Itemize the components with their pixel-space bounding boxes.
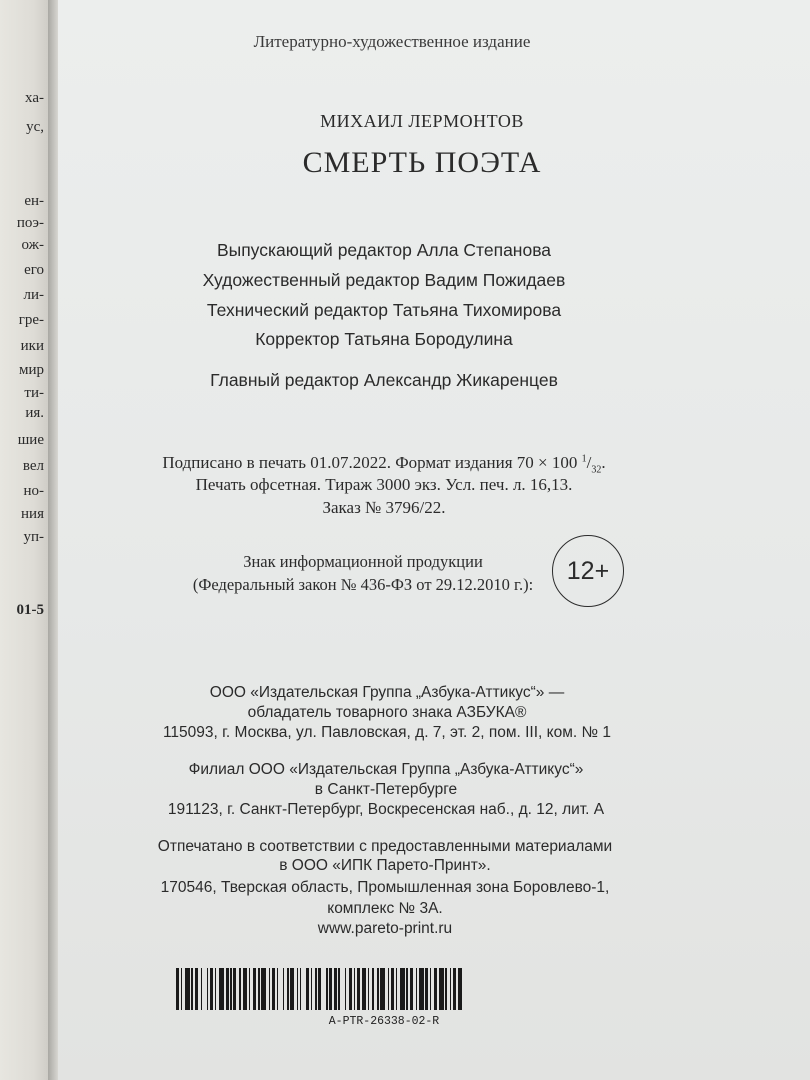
facing-page — [0, 0, 48, 1080]
imprint-page — [58, 0, 810, 1080]
publisher-line: обладатель товарного знака АЗБУКА® — [247, 704, 527, 721]
facing-text-fragment: ен- — [24, 193, 44, 209]
credit-line: Корректор Татьяна Бородулина — [255, 329, 513, 349]
credit-line: Главный редактор Александр Жикаренцев — [210, 370, 558, 390]
facing-text-fragment: уп- — [23, 529, 44, 545]
format-fraction-denominator: 32 — [591, 464, 602, 476]
author-name: МИХАИЛ ЛЕРМОНТОВ — [320, 111, 524, 131]
facing-text-fragment: его — [24, 262, 44, 278]
facing-text-fragment: ус, — [26, 119, 44, 135]
publisher-address: 115093, г. Москва, ул. Павловская, д. 7, эт. 2, пом. III, ком. № 1 — [162, 724, 612, 741]
printer-website: www.pareto-print.ru — [317, 920, 453, 937]
printer-line: Отпечатано в соответствии с предоставленными материалами — [157, 838, 613, 855]
printer-line: в ООО «ИПК Парето-Принт». — [279, 857, 491, 874]
info-sign-label: Знак информационной продукции — [243, 552, 483, 571]
credit-line: Художественный редактор Вадим Пожидаев — [202, 270, 566, 290]
facing-text-fragment: ти- — [24, 385, 44, 401]
facing-text-fragment: поэ- — [16, 215, 44, 231]
facing-text-fragment: мир — [18, 362, 44, 378]
format-fraction-numerator: 1 — [581, 453, 587, 465]
facing-text-fragment: вел — [22, 458, 44, 474]
order-number: Заказ № 3796/22. — [322, 498, 446, 517]
book-title: СМЕРТЬ ПОЭТА — [302, 146, 542, 179]
branch-address: 191123, г. Санкт-Петербург, Воскресенская наб., д. 12, лит. А — [167, 801, 605, 818]
facing-text-fragment: но- — [23, 483, 44, 499]
facing-text-fragment: шие — [17, 432, 44, 448]
facing-text-fragment: ики — [20, 338, 44, 354]
facing-text-fragment: ли- — [23, 287, 44, 303]
barcode-image — [176, 968, 586, 1010]
facing-text-fragment: гре- — [18, 312, 44, 328]
branch-line: Филиал ООО «Издательская Группа „Азбука-Аттикус“» — [188, 761, 584, 778]
facing-text-fragment: ния — [21, 506, 44, 522]
facing-text-fragment: ха- — [25, 90, 44, 106]
barcode-code: A-PTR-26338-02-R — [328, 1015, 440, 1028]
age-rating-badge: 12+ — [552, 535, 624, 607]
print-date-format: Подписано в печать 01.07.2022. Формат издания 70 × 100 $^1/_{32}$. — [162, 453, 606, 476]
publisher-line: ООО «Издательская Группа „Азбука-Аттикус“» — — [209, 684, 565, 701]
barcode-bar — [462, 968, 465, 1010]
credit-line: Технический редактор Татьяна Тихомирова — [206, 300, 562, 320]
edition-type: Литературно-художественное издание — [253, 32, 531, 51]
branch-line: в Санкт-Петербурге — [314, 781, 458, 798]
facing-text-fragment: ож- — [21, 237, 44, 253]
facing-text-fragment: 01-5 — [16, 602, 44, 618]
info-sign-law: (Федеральный закон № 436-ФЗ от 29.12.2010 г.): — [192, 575, 534, 594]
facing-text-fragment: ия. — [25, 405, 44, 421]
print-run-info: Печать офсетная. Тираж 3000 экз. Усл. печ. л. 16,13. — [195, 475, 573, 494]
printer-address: 170546, Тверская область, Промышленная зона Боровлево-1, — [160, 879, 610, 896]
printer-address: комплекс № 3А. — [327, 900, 443, 917]
credit-line: Выпускающий редактор Алла Степанова — [216, 240, 552, 260]
print-date-format-text: Подписано в печать 01.07.2022. Формат издания 70 × 100 — [162, 453, 578, 472]
